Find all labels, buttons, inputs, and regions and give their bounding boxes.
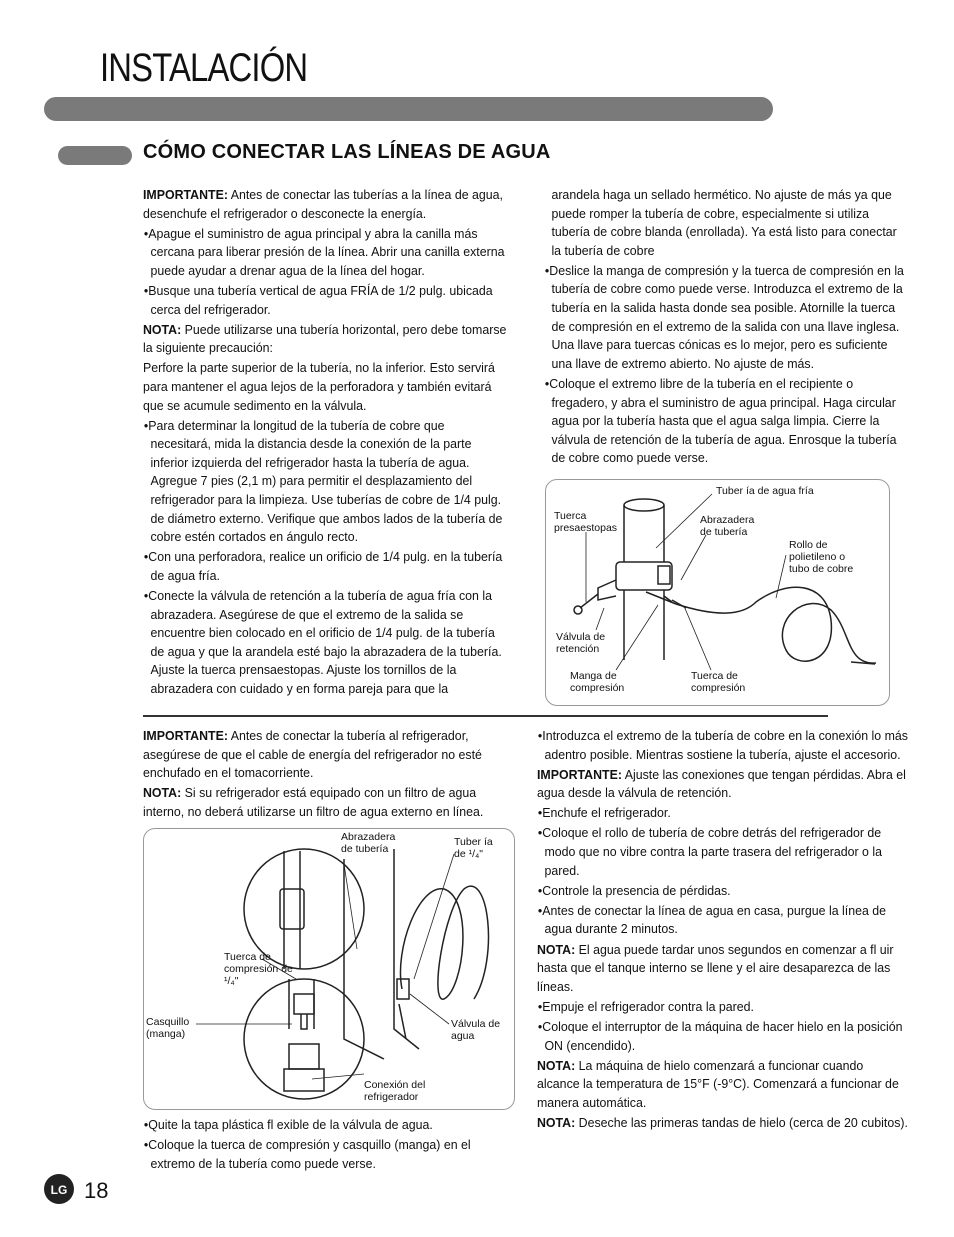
body-paragraph: Perfore la parte superior de la tubería, no la inferior. Esto servirá para mantener el agua lejos de la perforadora y también evitará que se acumule sedimento en la válvula. [143,360,495,413]
list-item: •Empuje el refrigerador contra la pared. [537,998,754,1014]
valve-diagram [545,479,890,706]
note-paragraph: NOTA: El agua puede tardar unos segundos en comenzar a fl uir hasta que el tanque interno se llene y el aire desaparezca de las líneas. [537,941,894,994]
pipe-clamp-label: Abrazadera de tubería [341,831,396,855]
note-paragraph: NOTA: La máquina de hielo comenzará a funcionar cuando alcance la temperatura de 15°F (-9°C). Comenzará a funcionar de manera automática. [537,1057,899,1110]
list-item: •Para determinar la longitud de la tubería de cobre que necesitará, mida la distancia desde la conexión de la parte inferior izquierda del refrigerador hasta la tubería de agua. Agregue 7 pies (2,1 m) para permitir el desplazamiento del refrigerador para la limpieza. Use tuberías de cobre de 1/4 pulg. de diámetro externo. Verifique que ambos lados de la tubería de cobre estén cortados en ángulo recto. [143,417,503,545]
list-item: •Coloque el extremo libre de la tubería en el recipiente o fregadero, y abra el suministro de agua principal. Haga circular agua por la tubería hasta que el agua salga limpia. Cierre la válvula de retención de la tubería de agua. Enrosque la tubería de cobre como puede verse. [544,375,897,466]
bottom-left-column [143,727,508,823]
page-title: INSTALACIÓN [100,46,308,90]
check-valve-label: Válvula de retención [556,631,606,655]
list-item: •Quite la tapa plástica fl exible de la válvula de agua. [143,1117,433,1132]
pipe-clamp-label: Abrazadera de tubería [700,514,755,538]
list-item: •Apague el suministro de agua principal y abra la canilla más cercana para liberar presión de la línea. Abrir una canilla externa puede ayudar a drenar agua de la línea del hogar. [143,225,505,278]
note-paragraph: NOTA: Si su refrigerador está equipado con un filtro de agua interno, no deberá utilizarse un filtro de agua externo en línea. [143,785,484,819]
list-item: •Coloque el interruptor de la máquina de hacer hielo en la posición ON (encendido). [537,1018,903,1053]
compression-nut-label: Tuerca de compresión [691,670,746,694]
list-item: •Enchufe el refrigerador. [537,805,671,821]
list-item: •Deslice la manga de compresión y la tuerca de compresión en la tubería de cobre como puede verse. Introduzca el extremo de la tubería en la salida hasta donde sea posible. Atornille la tuerca de compresión en el extremo de la salida con una llave inglesa. Una llave para tuercas cónicas es lo mejor, pero es suficiente una llave de extremo abierto. No ajuste de más. [544,262,904,371]
list-item: •Busque una tubería vertical de agua FRÍA de 1/2 pulg. ubicada cerca del refrigerador. [143,282,493,317]
tubing-label: Tuber ía de ¹/₄" [454,836,493,860]
top-left-column [143,186,508,700]
bottom-right-column [537,727,909,1134]
important-paragraph: IMPORTANTE: Antes de conectar las tuberías a la línea de agua, desenchufe el refrigerador o desconecte la energía. [143,187,503,221]
lg-logo [44,1174,74,1204]
fridge-connection-label: Conexión del refrigerador [364,1079,426,1103]
list-item: •Con una perforadora, realice un orificio de 1/4 pulg. en la tubería de agua fría. [143,549,503,583]
important-paragraph: IMPORTANTE: Ajuste las conexiones que tengan pérdidas. Abra el agua desde la válvula de retención. [537,766,906,801]
bottom-left-list [143,1116,508,1175]
list-item: •Coloque la tuerca de compresión y casquillo (manga) en el extremo de la tubería como puede verse. [143,1137,471,1171]
section-marker [58,146,132,165]
list-item: •Antes de conectar la línea de agua en casa, purgue la línea de agua durante 2 minutos. [537,902,887,937]
connection-illustration [144,829,514,1109]
header-bar [44,97,773,121]
lg-logo-icon [44,1174,74,1204]
note-paragraph: NOTA: Deseche las primeras tandas de hielo (cerca de 20 cubitos). [537,1114,908,1130]
gland-nut-label: Tuerca presaestopas [554,510,618,534]
ferrule-label: Casquillo (manga) [146,1016,190,1040]
compression-nut-label: Tuerca de compresión de ¹/₄" [224,951,293,987]
list-item: •Conecte la válvula de retención a la tubería de agua fría con la abrazadera. Asegúrese de que el extremo de la salida se encuentre bien colocado en el orificio de 1/4 pulg. de la tubería de agua y que la arandela esté bajo la abrazadera de la tubería. Ajuste la tuerca prensaestopas. Ajuste los tornillos de la abrazadera con cuidado y en forma pareja para que la [143,587,502,696]
section-divider [143,715,828,717]
tubing-coil-label: Rollo de polietileno o tubo de cobre [789,539,854,575]
svg-text:LG: LG [50,1183,68,1197]
section-title: CÓMO CONECTAR LAS LÍNEAS DE AGUA [143,141,551,163]
list-item: •Controle la presencia de pérdidas. [537,882,731,898]
body-paragraph: arandela haga un sellado hermético. No ajuste de más ya que puede romper la tubería de cobre, especialmente si utiliza tubería de cobre blanda (enrollada). Ya está listo para conectar la tubería de cobre [551,187,897,258]
cold-pipe-label: Tuber ía de agua fría [716,485,814,497]
list-item: •Coloque el rollo de tubería de cobre detrás del refrigerador de modo que no vibre contra la parte trasera del refrigerador o la pared. [537,825,882,878]
compression-sleeve-label: Manga de compresión [570,670,625,694]
top-right-column [544,186,909,469]
water-valve-label: Válvula de agua [451,1018,501,1042]
note-paragraph: NOTA: Puede utilizarse una tubería horizontal, pero debe tomarse la siguiente precaución: [143,321,507,356]
connection-diagram [143,828,515,1110]
list-item: •Introduzca el extremo de la tubería de cobre en la conexión lo más adentro posible. Mientras sostiene la tubería, ajuste el accesorio. [537,728,908,762]
page-number: 18 [84,1178,109,1203]
important-paragraph: IMPORTANTE: Antes de conectar la tubería al refrigerador, asegúrese de que el cable de energía del refrigerador no esté enchufado en el tomacorriente. [143,728,482,781]
